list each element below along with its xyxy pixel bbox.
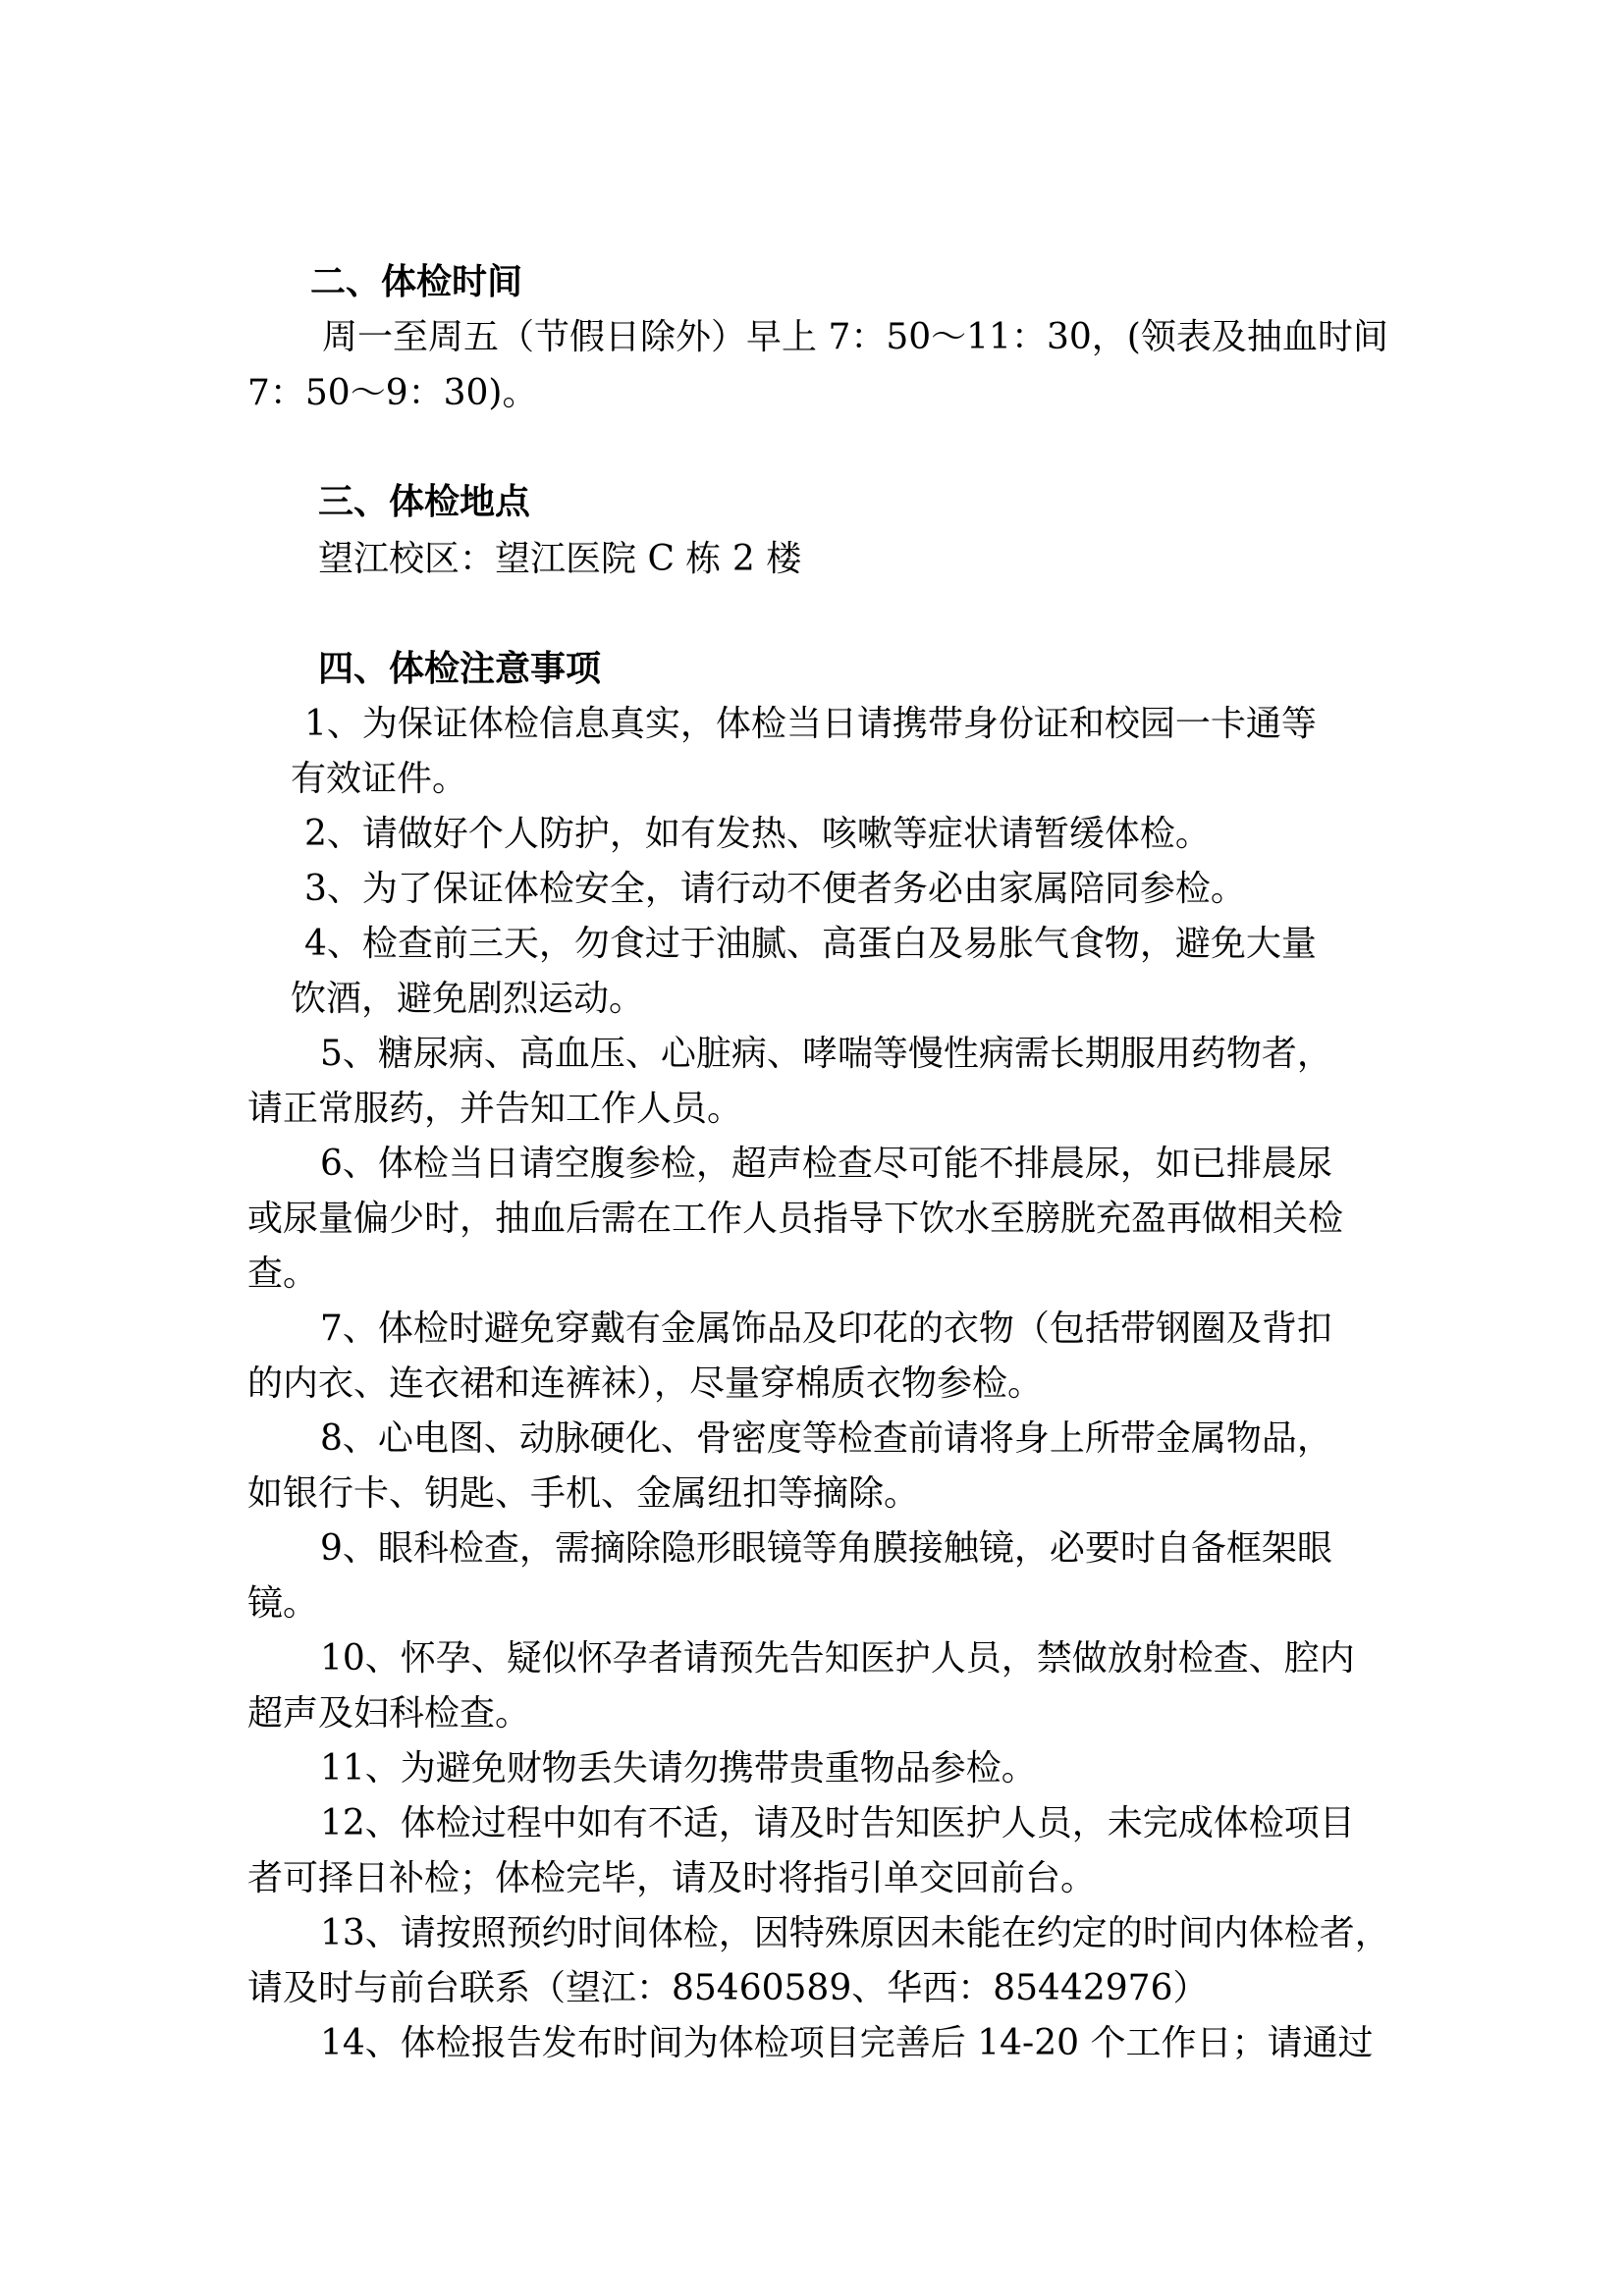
text-line: 饮酒，避免剧烈运动。 <box>291 979 645 1019</box>
text-line: 镜。 <box>247 1583 319 1624</box>
text-line: 6、体检当日请空腹参检，超声检查尽可能不排晨尿，如已排晨尿 <box>320 1144 1332 1184</box>
section-heading-notes: 四、体检注意事项 <box>318 649 602 689</box>
text-line: 1、为保证体检信息真实，体检当日请携带身份证和校园一卡通等 <box>304 704 1317 744</box>
text-line: 查。 <box>247 1254 319 1294</box>
text-line: 3、为了保证体检安全，请行动不便者务必由家属陪同参检。 <box>304 869 1246 909</box>
text-line: 2、请做好个人防护，如有发热、咳嗽等症状请暂缓体检。 <box>304 814 1211 854</box>
text-line: 11、为避免财物丢失请勿携带贵重物品参检。 <box>320 1748 1037 1789</box>
text-line: 者可择日补检；体检完毕，请及时将指引单交回前台。 <box>247 1858 1097 1898</box>
text-line: 超声及妇科检查。 <box>247 1693 531 1734</box>
section-heading-time: 二、体检时间 <box>310 262 523 302</box>
text-line: 4、检查前三天，勿食过于油腻、高蛋白及易胀气食物，避免大量 <box>304 924 1317 964</box>
text-line: 望江校区：望江医院 C 栋 2 楼 <box>318 539 802 579</box>
text-line: 9、眼科检查，需摘除隐形眼镜等角膜接触镜，必要时自备框架眼 <box>320 1528 1332 1569</box>
text-line: 周一至周五（节假日除外）早上 7：50～11：30，(领表及抽血时间 <box>322 317 1388 357</box>
text-line: 12、体检过程中如有不适，请及时告知医护人员，未完成体检项目 <box>320 1803 1355 1843</box>
text-line: 如银行卡、钥匙、手机、金属纽扣等摘除。 <box>247 1473 920 1514</box>
text-line: 7：50～9：30)。 <box>247 373 538 413</box>
text-line: 13、请按照预约时间体检，因特殊原因未能在约定的时间内体检者， <box>320 1913 1390 1953</box>
text-line: 请及时与前台联系（望江：85460589、华西：85442976） <box>247 1968 1209 2008</box>
section-heading-place: 三、体检地点 <box>318 482 531 522</box>
text-line: 5、糖尿病、高血压、心脏病、哮喘等慢性病需长期服用药物者， <box>320 1034 1332 1074</box>
text-line: 7、体检时避免穿戴有金属饰品及印花的衣物（包括带钢圈及背扣 <box>320 1308 1332 1349</box>
text-line: 请正常服药，并告知工作人员。 <box>247 1089 743 1129</box>
text-line: 的内衣、连衣裙和连裤袜），尽量穿棉质衣物参检。 <box>247 1363 1044 1404</box>
text-line: 或尿量偏少时，抽血后需在工作人员指导下饮水至膀胱充盈再做相关检 <box>247 1199 1344 1239</box>
text-line: 8、心电图、动脉硬化、骨密度等检查前请将身上所带金属物品， <box>320 1418 1332 1459</box>
text-line: 14、体检报告发布时间为体检项目完善后 14-20 个工作日；请通过 <box>320 2023 1374 2063</box>
text-line: 有效证件。 <box>291 759 468 799</box>
text-line: 10、怀孕、疑似怀孕者请预先告知医护人员，禁做放射检查、腔内 <box>320 1638 1355 1679</box>
